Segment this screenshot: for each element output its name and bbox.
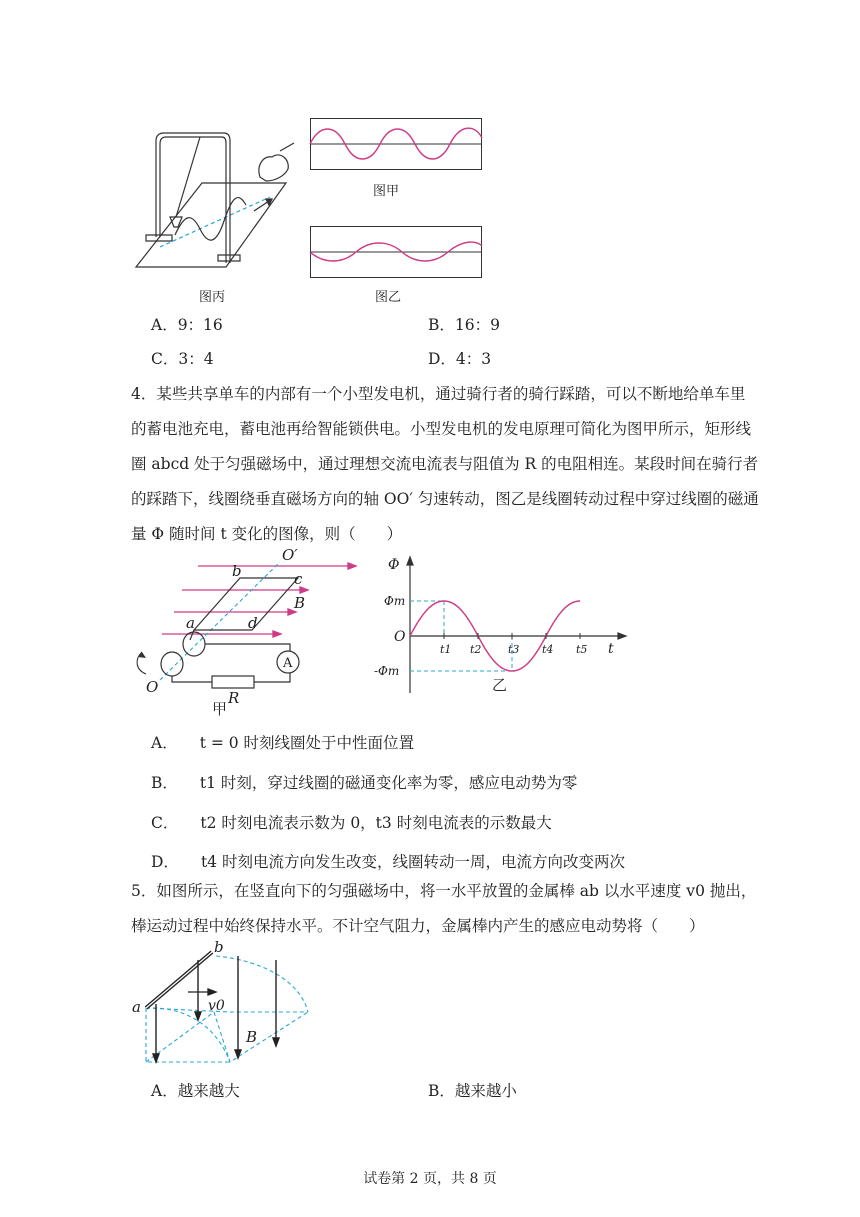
option-key: C． (151, 814, 179, 832)
question-4-line: 的蓄电池充电，蓄电池再给智能锁供电。小型发电机的发电原理可简化为图甲所示，矩形线 (131, 420, 752, 438)
tick-label: t3 (508, 643, 520, 656)
tick-label: t4 (542, 643, 554, 656)
figure-flux-graph (374, 555, 630, 700)
option-key: B． (151, 774, 178, 792)
figure-bing-caption: 图丙 (199, 290, 226, 305)
label-o: O (146, 678, 159, 696)
label-b-field: B (294, 594, 306, 612)
question-5-line: 棒运动过程中始终保持水平。不计空气阻力，金属棒内产生的感应电动势将（ ） (131, 917, 705, 935)
label-c: c (294, 570, 303, 588)
option-a[interactable]: A．越来越大 (151, 1082, 240, 1100)
label-r: R (228, 689, 240, 707)
question-5-line: 5．如图所示，在竖直向下的匀强磁场中，将一水平放置的金属棒 ab 以水平速度 v0 抛出， (131, 882, 757, 900)
axis-phi: Φ (388, 557, 400, 573)
label-phi-min: -Φm (374, 664, 400, 678)
label-a: a (186, 614, 195, 632)
option-key: A． (151, 734, 178, 752)
option-b[interactable]: B．越来越小 (428, 1082, 517, 1100)
option-text: t4 时刻电流方向发生改变，线圈转动一周，电流方向改变两次 (200, 853, 625, 871)
question-4-line: 量 Φ 随时间 t 变化的图像，则（ ） (131, 525, 403, 543)
tick-label: t1 (440, 643, 452, 656)
label-o-prime: O′ (282, 546, 298, 564)
question-4-line: 的踩踏下，线圈绕垂直磁场方向的轴 OO′ 匀速转动，图乙是线圈转动过程中穿过线圈的磁通 (131, 490, 759, 508)
option-c[interactable]: C．3：4 (151, 350, 214, 368)
label-a: a (132, 998, 141, 1016)
figure-jia-caption: 图甲 (373, 184, 400, 199)
label-phi-max: Φm (384, 594, 406, 608)
ammeter-icon: A (283, 656, 293, 671)
label-v0: v0 (208, 998, 225, 1014)
question-4-stem (131, 384, 759, 559)
option-b[interactable]: B．16：9 (428, 316, 500, 334)
figure-generator (130, 548, 370, 716)
option-text: t = 0 时刻线圈处于中性面位置 (199, 734, 415, 752)
figure-generator-caption: 甲 (212, 700, 228, 718)
figure-jia-wave (310, 118, 482, 170)
figure-projectile-rod (130, 940, 315, 1070)
option-d[interactable] (151, 852, 625, 872)
question-4-line: 4．某些共享单车的内部有一个小型发电机，通过骑行者的骑行踩踏，可以不断地给单车里 (131, 385, 746, 403)
option-text: t2 时刻电流表示数为 0，t3 时刻电流表的示数最大 (200, 814, 552, 832)
tick-label: t2 (470, 643, 482, 656)
option-text: t1 时刻，穿过线圈的磁通变化率为零，感应电动势为零 (199, 774, 578, 792)
label-b-field: B (246, 1028, 258, 1046)
label-b: b (232, 562, 242, 580)
label-d: d (248, 614, 258, 632)
option-a[interactable]: A．9：16 (151, 316, 223, 334)
figure-flux-caption: 乙 (492, 676, 508, 694)
option-b[interactable] (151, 773, 577, 793)
page-footer: 试卷第 2 页，共 8 页 (363, 1171, 497, 1187)
tick-label: t5 (576, 643, 588, 656)
option-a[interactable] (151, 733, 414, 753)
figure-bing (130, 125, 300, 300)
origin-label: O (394, 629, 406, 645)
option-c[interactable] (151, 813, 552, 833)
option-d[interactable]: D．4：3 (428, 350, 492, 368)
figure-yi-caption: 图乙 (375, 290, 402, 305)
figure-yi-wave (310, 226, 482, 278)
label-b: b (214, 938, 224, 956)
axis-t: t (608, 641, 614, 657)
question-4-line: 圈 abcd 处于匀强磁场中，通过理想交流电流表与阻值为 R 的电阻相连。某段时间在骑行者 (131, 455, 759, 473)
option-key: D． (151, 853, 179, 871)
